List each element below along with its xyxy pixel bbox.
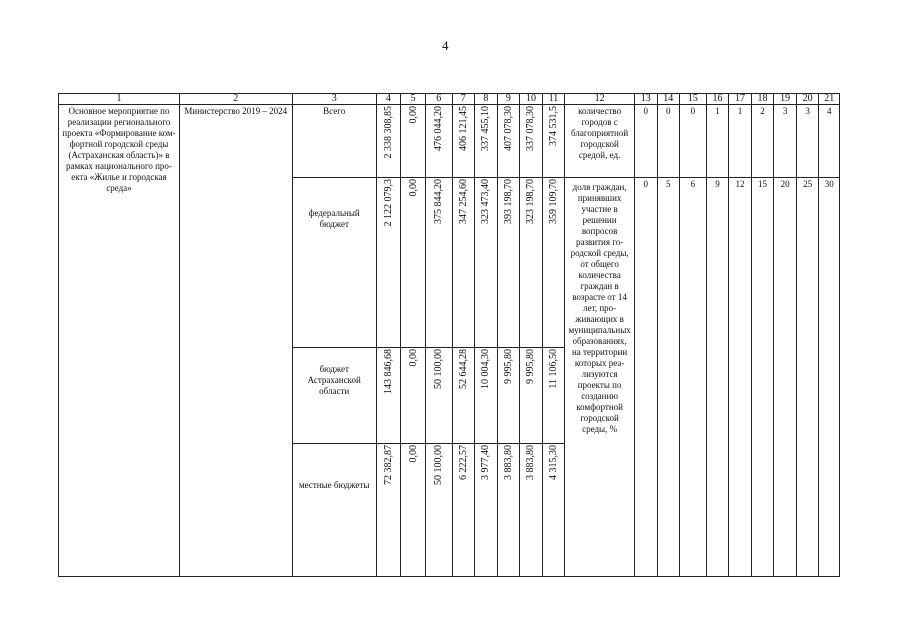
amount-value: 375 844,20	[433, 179, 445, 224]
amount-value: 374 531,5	[547, 106, 559, 146]
header-cell: 8	[475, 94, 498, 105]
header-cell: 4	[376, 94, 401, 105]
header-cell: 10	[520, 94, 543, 105]
indicator-value: 3	[774, 105, 797, 178]
indicator-value: 0	[680, 105, 707, 178]
header-cell: 13	[634, 94, 657, 105]
amount-value: 3 883,80	[525, 445, 537, 480]
header-cell: 6	[425, 94, 452, 105]
amount-cell	[452, 178, 475, 348]
amount-cell	[425, 105, 452, 178]
indicator-value: 25	[796, 178, 819, 577]
amount-cell	[401, 444, 426, 577]
amount-cell	[520, 348, 543, 444]
indicator-name: количество городов с благоприятной городской средой, ед.	[565, 105, 635, 178]
amount-value: 347 254,60	[457, 179, 469, 224]
amount-value: 406 121,45	[457, 106, 469, 151]
amount-value: 359 109,70	[547, 179, 559, 224]
amount-value: 143 846,68	[383, 349, 394, 394]
amount-cell	[425, 444, 452, 577]
amount-cell	[520, 105, 543, 178]
amount-cell	[425, 178, 452, 348]
amount-cell	[475, 444, 498, 577]
indicator-value: 1	[729, 105, 752, 178]
amount-cell	[475, 348, 498, 444]
header-cell: 20	[796, 94, 819, 105]
amount-cell	[376, 105, 401, 178]
indicator-value: 2	[751, 105, 774, 178]
amount-cell	[376, 178, 401, 348]
amount-cell	[401, 105, 426, 178]
amount-cell	[475, 178, 498, 348]
indicator-value: 12	[729, 178, 752, 577]
amount-value: 0,00	[407, 349, 419, 367]
amount-value: 337 078,30	[525, 106, 537, 151]
indicator-value: 20	[774, 178, 797, 577]
amount-value: 3 883,80	[502, 445, 514, 480]
amount-cell	[542, 444, 565, 577]
amount-cell	[542, 178, 565, 348]
amount-value: 0,00	[407, 106, 419, 124]
amount-cell	[376, 348, 401, 444]
header-cell: 11	[542, 94, 565, 105]
amount-value: 72 382,87	[383, 445, 394, 485]
amount-cell	[452, 105, 475, 178]
executor-cell: Министерство 2019 – 2024	[179, 105, 292, 577]
amount-value: 323 473,40	[480, 179, 492, 224]
table-row	[59, 105, 840, 178]
header-cell: 15	[680, 94, 707, 105]
amount-cell	[520, 444, 543, 577]
indicator-name: доля граждан, принявших участие в решении вопросов развития городской среды, от общего количества граждан в возрасте от 14 лет, проживающих в муниципальных образованиях, на территории которых реализуются проекты по созданию комфортной городской среды, %	[565, 178, 635, 577]
amount-cell	[542, 105, 565, 178]
event-name: Основное мероприятие по реализации регионального проекта «Формирование комфортной городской среды (Астраханская область)» в рамках национального проекта «Жилье и городская среда»	[59, 105, 180, 577]
indicator-value: 6	[680, 178, 707, 577]
header-cell: 3	[292, 94, 376, 105]
amount-value: 50 100,00	[433, 349, 445, 389]
amount-cell	[425, 348, 452, 444]
header-cell: 1	[59, 94, 180, 105]
amount-cell	[401, 178, 426, 348]
indicator-value: 5	[657, 178, 680, 577]
indicator-value: 1	[706, 105, 729, 178]
amount-cell	[475, 105, 498, 178]
header-cell: 12	[565, 94, 635, 105]
header-cell: 21	[819, 94, 840, 105]
page-number: 4	[442, 38, 449, 53]
amount-cell	[452, 348, 475, 444]
amount-value: 50 100,00	[433, 445, 445, 485]
indicator-value: 9	[706, 178, 729, 577]
indicator-value: 4	[819, 105, 840, 178]
amount-cell	[497, 348, 520, 444]
amount-value: 2 338 308,85	[383, 106, 394, 159]
header-row	[59, 94, 840, 105]
header-cell: 18	[751, 94, 774, 105]
source-cell: Всего	[292, 105, 376, 178]
amount-value: 393 198,70	[502, 179, 514, 224]
amount-value: 323 198,70	[525, 179, 537, 224]
amount-value: 10 004,30	[480, 349, 492, 389]
amount-cell	[497, 178, 520, 348]
amount-value: 476 044,20	[433, 106, 445, 151]
amount-cell	[542, 348, 565, 444]
header-cell: 16	[706, 94, 729, 105]
indicator-value: 15	[751, 178, 774, 577]
amount-value: 9 995,80	[525, 349, 537, 384]
amount-cell	[376, 444, 401, 577]
amount-value: 0,00	[407, 445, 419, 463]
program-table	[58, 93, 840, 577]
header-cell: 14	[657, 94, 680, 105]
amount-cell	[497, 444, 520, 577]
header-cell: 7	[452, 94, 475, 105]
amount-cell	[452, 444, 475, 577]
amount-cell	[497, 105, 520, 178]
indicator-value: 0	[634, 105, 657, 178]
indicator-value: 30	[819, 178, 840, 577]
header-cell: 9	[497, 94, 520, 105]
indicator-value: 0	[634, 178, 657, 577]
amount-value: 4 315,30	[547, 445, 559, 480]
amount-value: 2 122 079,3	[383, 179, 394, 227]
header-cell: 2	[179, 94, 292, 105]
amount-value: 52 644,28	[457, 349, 469, 389]
amount-value: 6 222,57	[457, 445, 469, 480]
amount-value: 337 455,10	[480, 106, 492, 151]
amount-value: 0,00	[407, 179, 419, 197]
header-cell: 17	[729, 94, 752, 105]
source-cell: местные бюджеты	[292, 444, 376, 577]
source-cell: бюджет Астраханской области	[292, 348, 376, 444]
amount-value: 407 078,30	[502, 106, 514, 151]
amount-value: 3 977,40	[480, 445, 492, 480]
indicator-value: 3	[796, 105, 819, 178]
indicator-value: 0	[657, 105, 680, 178]
amount-cell	[401, 348, 426, 444]
header-cell: 19	[774, 94, 797, 105]
source-cell: федеральный бюджет	[292, 178, 376, 348]
header-cell: 5	[401, 94, 426, 105]
amount-cell	[520, 178, 543, 348]
amount-value: 9 995,80	[502, 349, 514, 384]
amount-value: 11 106,50	[547, 349, 559, 389]
